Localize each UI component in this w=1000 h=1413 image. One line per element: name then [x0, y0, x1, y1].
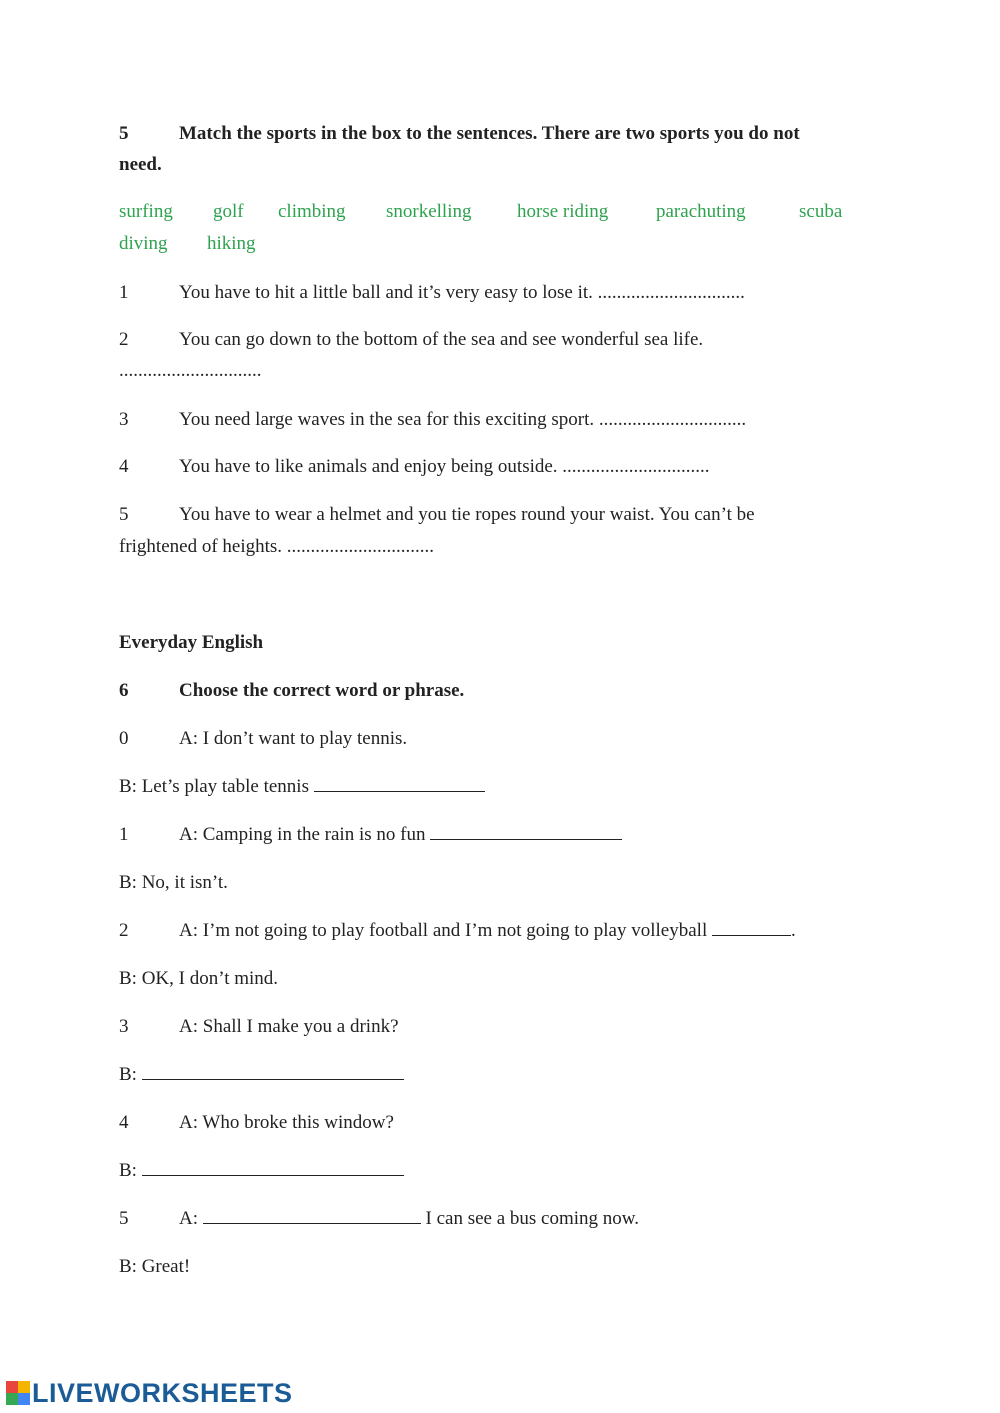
- item-number: 1: [119, 282, 129, 303]
- word-box-item: surfing: [119, 201, 173, 222]
- item-number: 2: [119, 920, 129, 941]
- logo-square: [6, 1393, 18, 1405]
- dialogue-answer: [119, 1155, 404, 1186]
- answer-blank[interactable]: [712, 917, 791, 936]
- word-box-item: parachuting: [656, 201, 746, 222]
- logo-text: LIVEWORKSHEETS: [32, 1377, 293, 1408]
- dialogue-question: [119, 1107, 394, 1138]
- dialogue-question: [119, 819, 622, 850]
- logo-square: [18, 1393, 30, 1405]
- word-box-item: horse riding: [517, 201, 609, 222]
- liveworksheets-logo[interactable]: [6, 1378, 293, 1408]
- dialogue-answer: B: No, it isn’t.: [119, 872, 228, 893]
- word-box-item: golf: [213, 201, 244, 222]
- exercise-5-item: [119, 451, 710, 482]
- sentence-end: I can see a bus coming now.: [425, 1208, 640, 1229]
- item-number: 3: [119, 1016, 129, 1037]
- instruction-text: Match the sports in the box to the sentences. There are two sports you do not: [179, 123, 800, 144]
- item-number: 4: [119, 1112, 129, 1133]
- answer-blank[interactable]: [314, 773, 485, 792]
- speaker-a-line: A:: [179, 1208, 198, 1229]
- exercise-6-instruction: [119, 675, 464, 706]
- exercise-number: 5: [119, 123, 129, 144]
- item-number: 5: [119, 504, 129, 525]
- logo-mark-icon: [6, 1381, 30, 1405]
- item-number: 5: [119, 1208, 129, 1229]
- word-box-item: hiking: [207, 233, 256, 254]
- answer-blank[interactable]: [142, 1061, 404, 1080]
- exercise-5-item: [119, 404, 746, 435]
- logo-square: [18, 1381, 30, 1393]
- item-number: 1: [119, 824, 129, 845]
- speaker-a-line: A: I don’t want to play tennis.: [179, 728, 408, 749]
- logo-square: [6, 1381, 18, 1393]
- word-box-item: diving: [119, 233, 168, 254]
- dialogue-answer: B: Great!: [119, 1256, 191, 1277]
- dialogue-question: [119, 723, 407, 754]
- dialogue-question: [119, 915, 796, 946]
- speaker-a-line: A: Who broke this window?: [179, 1112, 394, 1133]
- exercise-5-instruction-cont: need.: [119, 154, 162, 175]
- speaker-a-line: A: I’m not going to play football and I’m not going to play volleyball: [179, 920, 708, 941]
- speaker-a-line: A: Camping in the rain is no fun: [179, 824, 426, 845]
- item-number: 2: [119, 329, 129, 350]
- answer-blank[interactable]: [142, 1157, 404, 1176]
- speaker-a-line: A: Shall I make you a drink?: [179, 1016, 399, 1037]
- item-number: 4: [119, 456, 129, 477]
- dialogue-question: [119, 1203, 639, 1234]
- sentence-end: .: [790, 920, 796, 941]
- exercise-5-item: [119, 277, 745, 308]
- exercise-number: 6: [119, 680, 129, 701]
- exercise-5-item: [119, 324, 703, 355]
- instruction-text: Choose the correct word or phrase.: [179, 680, 465, 701]
- exercise-5-item: [119, 499, 755, 530]
- item-text: You have to hit a little ball and it’s very easy to lose it. ...............................: [179, 282, 745, 303]
- item-text: You have to wear a helmet and you tie ropes round your waist. You can’t be: [179, 504, 755, 525]
- dialogue-question: [119, 1011, 399, 1042]
- dialogue-answer: [119, 1059, 404, 1090]
- answer-blank[interactable]: [430, 821, 622, 840]
- speaker-b-line: B:: [119, 1064, 137, 1085]
- word-box-item: snorkelling: [386, 201, 472, 222]
- exercise-5-instruction: [119, 118, 800, 149]
- answer-dots[interactable]: ..............................: [119, 360, 262, 381]
- speaker-b-line: B: Let’s play table tennis: [119, 776, 309, 797]
- speaker-b-line: B:: [119, 1160, 137, 1181]
- item-text: You can go down to the bottom of the sea and see wonderful sea life.: [179, 329, 704, 350]
- word-box-item: climbing: [278, 201, 346, 222]
- item-text-cont: frightened of heights. ...............................: [119, 536, 435, 557]
- dialogue-answer: B: OK, I don’t mind.: [119, 968, 279, 989]
- item-number: 3: [119, 409, 129, 430]
- item-text: You have to like animals and enjoy being outside. ...............................: [179, 456, 710, 477]
- dialogue-answer: [119, 771, 485, 802]
- word-box-item: scuba: [799, 201, 843, 222]
- item-text: You need large waves in the sea for this exciting sport. ...............................: [179, 409, 747, 430]
- item-number: 0: [119, 728, 129, 749]
- answer-blank[interactable]: [203, 1205, 421, 1224]
- section-heading: Everyday English: [119, 632, 264, 653]
